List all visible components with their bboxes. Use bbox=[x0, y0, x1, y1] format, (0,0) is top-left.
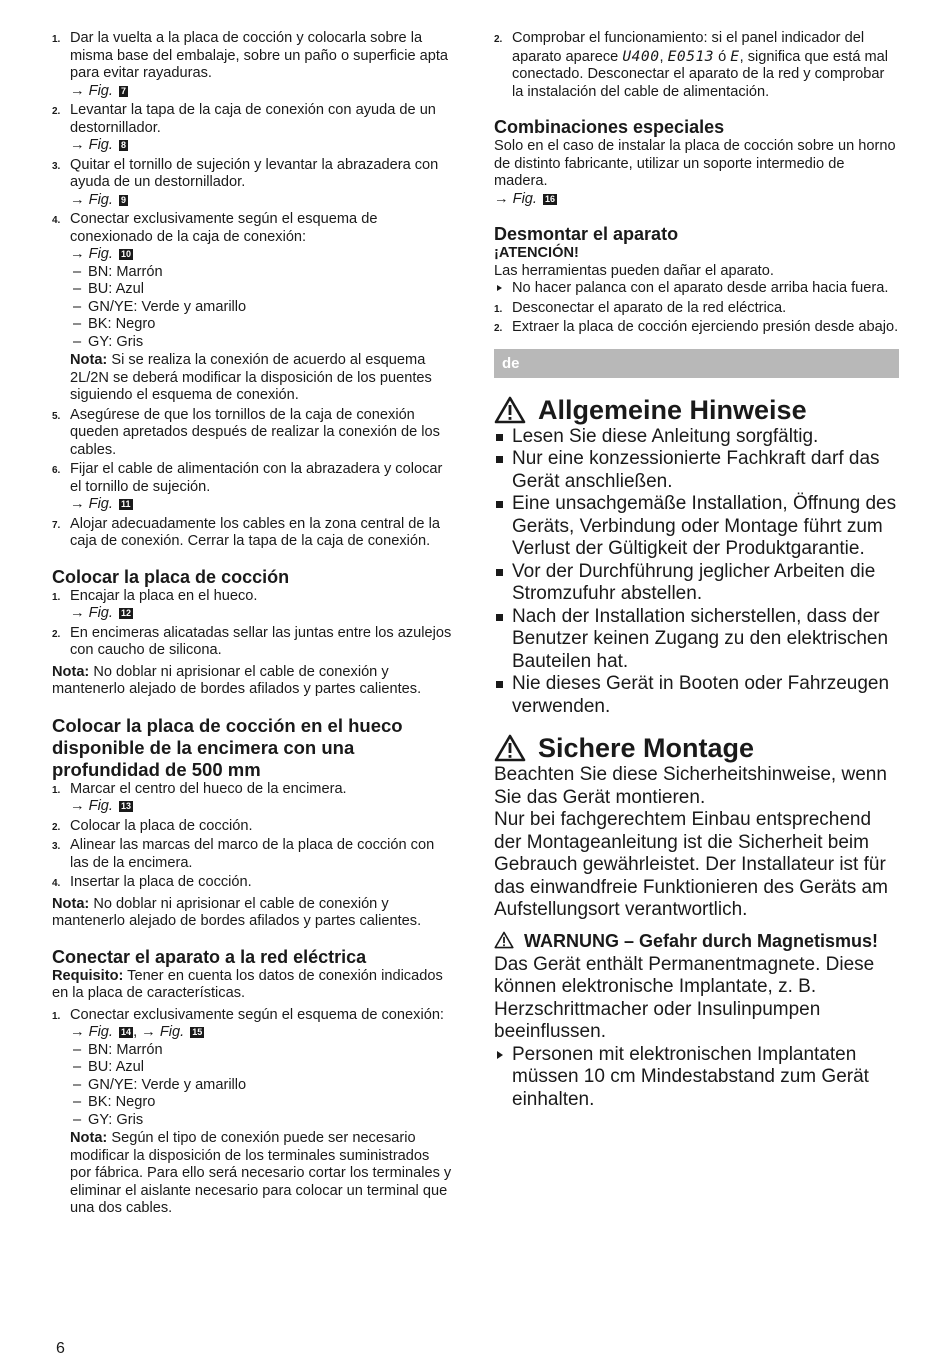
figure-reference bbox=[70, 798, 133, 816]
color-code-item bbox=[70, 1059, 454, 1077]
instruction-text: No hacer palanca con el aparato desde arriba hacia fuera. bbox=[512, 280, 889, 296]
figure-space bbox=[113, 246, 117, 262]
numbered-step bbox=[52, 30, 454, 100]
bullet-item bbox=[494, 561, 899, 606]
note-label: Nota: bbox=[52, 895, 90, 912]
figure-space bbox=[537, 191, 541, 207]
figure-reference bbox=[141, 1024, 204, 1042]
dash-marker: – bbox=[73, 333, 82, 350]
step-number: 1. bbox=[52, 784, 61, 796]
instruction-text: Personen mit elektronischen Implantaten müssen 10 cm Mindestabstand zum Gerät einhalten. bbox=[512, 1043, 869, 1110]
figure-line bbox=[70, 496, 454, 514]
step-number: 4. bbox=[52, 215, 61, 226]
color-code-item bbox=[70, 1094, 454, 1112]
numbered-step bbox=[52, 781, 454, 816]
figure-number: 16 bbox=[545, 193, 556, 204]
color-code-item bbox=[70, 264, 454, 282]
figure-prefix: → Fig. bbox=[70, 191, 113, 208]
figure-line bbox=[70, 605, 454, 623]
language-bar: de bbox=[494, 349, 899, 378]
numbered-step bbox=[52, 461, 454, 514]
instruction-item bbox=[494, 280, 899, 298]
numbered-step bbox=[52, 818, 454, 836]
step-text: Extraer la placa de cocción ejerciendo presión desde abajo. bbox=[512, 319, 899, 335]
color-code-text: GY: Gris bbox=[88, 333, 144, 350]
square-bullet-icon bbox=[496, 614, 503, 621]
note-cable-2 bbox=[52, 896, 454, 931]
figure-line bbox=[70, 798, 454, 816]
note-text: Según el tipo de conexión puede ser necesario modificar la disposición de los terminales suministrados por fábrica. Para ello será necesario cortar los terminales y eliminar el aislante necesario para colocar un terminal que una dos cables. bbox=[70, 1130, 452, 1216]
figure-space bbox=[113, 798, 117, 814]
color-code-list bbox=[52, 264, 454, 352]
square-bullet-icon bbox=[496, 434, 503, 441]
numbered-step bbox=[52, 102, 454, 155]
numbered-step bbox=[52, 157, 454, 210]
step-text: En encimeras alicatadas sellar las juntas entre los azulejos con caucho de silicona. bbox=[70, 624, 452, 658]
step-text: Asegúrese de que los tornillos de la caja de conexión queden apretados después de realizar la conexión de los cables. bbox=[70, 406, 440, 458]
numbered-step bbox=[494, 319, 899, 337]
right-column bbox=[494, 0, 899, 1111]
color-code-list bbox=[52, 1042, 454, 1130]
figure-prefix: → Fig. bbox=[70, 1024, 113, 1040]
figure-prefix: → Fig. bbox=[70, 246, 113, 262]
figure-number: 9 bbox=[121, 194, 127, 205]
figure-space bbox=[113, 192, 117, 208]
requirement bbox=[52, 968, 454, 1003]
sichere-body bbox=[494, 764, 899, 922]
figure-prefix: → Fig. bbox=[141, 1024, 185, 1040]
warning-triangle-icon bbox=[494, 734, 526, 762]
dash-marker: – bbox=[73, 1041, 82, 1058]
color-code-item bbox=[70, 1112, 454, 1130]
right-small-block bbox=[494, 30, 899, 337]
section-heading-desmontar: Desmontar el aparato bbox=[494, 224, 679, 244]
figure-reference bbox=[70, 1024, 133, 1042]
dash-marker: – bbox=[73, 263, 82, 280]
step-number: 3. bbox=[52, 841, 61, 852]
step-text: Insertar la placa de cocción. bbox=[70, 874, 252, 890]
figure-number: 12 bbox=[121, 608, 132, 618]
paragraph: Beachten Sie diese Sicherheitshinweise, wenn Sie das Gerät montieren. bbox=[494, 764, 887, 808]
step-number: 1. bbox=[494, 303, 503, 315]
figure-number: 10 bbox=[121, 249, 132, 259]
display-code-e0513: E0513 bbox=[667, 47, 715, 65]
color-code-text: GN/YE: Verde y amarillo bbox=[88, 298, 247, 315]
warning-title bbox=[494, 930, 899, 954]
numbered-step bbox=[52, 625, 454, 660]
color-code-item bbox=[70, 281, 454, 299]
step-text: Fijar el cable de alimentación con la abrazadera y colocar el tornillo de sujeción. bbox=[70, 461, 443, 495]
code-separator: ó bbox=[714, 48, 731, 65]
step-text: Dar la vuelta a la placa de cocción y colocarla sobre la misma base del embalaje, sobre un paño o superficie apta para evitar rayaduras. bbox=[70, 30, 449, 81]
figure-line bbox=[494, 191, 899, 209]
note-label: Requisito: bbox=[52, 967, 124, 984]
step-text: Levantar la tapa de la caja de conexión con ayuda de un destornillador. bbox=[70, 102, 436, 136]
figure-prefix: → Fig. bbox=[70, 496, 113, 512]
page-number: 6 bbox=[56, 1340, 65, 1357]
note-text: No doblar ni aprisionar el cable de conexión y mantenerlo alejado de bordes afilados y partes calientes. bbox=[52, 895, 422, 929]
numbered-step bbox=[494, 300, 899, 318]
triangle-bullet-icon bbox=[497, 285, 502, 291]
combinaciones-text: Solo en el caso de instalar la placa de cocción sobre un horno de distinto fabricante, utilizar un soporte intermedio de madera. bbox=[494, 138, 896, 189]
dash-marker: – bbox=[73, 298, 82, 315]
warning-triangle-icon bbox=[494, 931, 514, 949]
figure-number: 14 bbox=[121, 1027, 132, 1037]
bullet-text: Eine unsachgemäße Installation, Öffnung des Geräts, Verbindung oder Montage führt zum Verlust der Gültigkeit der Produktgarantie. bbox=[512, 493, 897, 559]
step-number: 1. bbox=[52, 1010, 61, 1022]
figure-reference bbox=[70, 192, 128, 210]
figure-space bbox=[113, 83, 117, 99]
figure-number: 13 bbox=[121, 801, 132, 811]
figure-line bbox=[70, 1024, 454, 1042]
color-code-item bbox=[70, 1042, 454, 1060]
bullet-item bbox=[494, 493, 899, 561]
bullet-text: Nie dieses Gerät in Booten oder Fahrzeugen verwenden. bbox=[512, 673, 890, 717]
display-code-e: E bbox=[730, 47, 740, 65]
dash-marker: – bbox=[73, 281, 82, 297]
step-number: 2. bbox=[52, 628, 61, 640]
section-heading-allgemeine bbox=[494, 394, 899, 426]
figure-space bbox=[113, 1024, 117, 1040]
bullet-item bbox=[494, 606, 899, 674]
color-code-item bbox=[70, 299, 454, 317]
note-label: Nota: bbox=[52, 663, 90, 680]
step-text: Desconectar el aparato de la red eléctrica. bbox=[512, 299, 787, 316]
step-text: Quitar el tornillo de sujeción y levantar la abrazadera con ayuda de un destornillador. bbox=[70, 156, 439, 190]
figure-number: 15 bbox=[192, 1027, 203, 1037]
dash-marker: – bbox=[73, 1076, 82, 1093]
step-text: Alinear las marcas del marco de la placa de cocción con las de la encimera. bbox=[70, 837, 435, 871]
warning-triangle-icon bbox=[494, 396, 526, 424]
bullet-item bbox=[494, 673, 899, 718]
numbered-step bbox=[52, 874, 454, 892]
note-text: No doblar ni aprisionar el cable de conexión y mantenerlo alejado de bordes afilados y partes calientes. bbox=[52, 663, 422, 697]
warning-text: Das Gerät enthält Permanentmagnete. Diese können elektronische Implantate, z. B. Herzschrittmacher oder Insulinpumpen beeinflussen. bbox=[494, 953, 875, 1042]
color-code-text: GY: Gris bbox=[88, 1111, 144, 1128]
triangle-bullet-icon bbox=[497, 1051, 503, 1059]
note-cable bbox=[52, 664, 454, 699]
step-text: Alojar adecuadamente los cables en la zona central de la caja de conexión. Cerrar la tapa de la caja de conexión. bbox=[70, 515, 440, 549]
paragraph: Nur bei fachgerechtem Einbau entsprechend der Montageanleitung ist die Sicherheit beim Gebrauch gewährleistet. Der Installateur ist für das einwandfreie Funktionieren des Geräts am Aufstellungsort verantwortlich. bbox=[494, 809, 888, 920]
color-code-text: BN: Marrón bbox=[88, 1041, 163, 1058]
step-number: 1. bbox=[52, 34, 61, 45]
note-text: Tener en cuenta los datos de conexión indicados en la placa de características. bbox=[52, 967, 443, 1001]
square-bullet-icon bbox=[496, 501, 503, 508]
attention-text: Las herramientas pueden dañar el aparato. bbox=[494, 262, 774, 279]
section-heading-red: Conectar el aparato a la red eléctrica bbox=[52, 946, 367, 967]
warning-icon bbox=[494, 734, 526, 762]
step-text-a: Comprobar el funcionamiento: si el panel indicador del aparato aparece bbox=[512, 30, 865, 65]
attention-label: ¡ATENCIÓN! bbox=[494, 245, 579, 261]
step-number: 2. bbox=[494, 323, 503, 334]
step-number: 6. bbox=[52, 465, 61, 476]
figure-number: 7 bbox=[121, 85, 127, 96]
color-code-text: BK: Negro bbox=[88, 1094, 156, 1110]
color-code-text: BK: Negro bbox=[88, 316, 156, 332]
figure-prefix: → Fig. bbox=[70, 82, 113, 99]
figure-reference bbox=[70, 83, 128, 101]
section-heading-hueco: Colocar la placa de cocción en el hueco disponible de la encimera con una profundidad de 500 mm bbox=[52, 714, 403, 780]
note-bridge bbox=[52, 352, 454, 405]
step-number: 4. bbox=[52, 878, 61, 889]
step-text: Conectar exclusivamente según el esquema de conexionado de la caja de conexión: bbox=[70, 211, 378, 245]
figure-reference bbox=[70, 496, 133, 514]
section-heading-colocar: Colocar la placa de cocción bbox=[52, 566, 290, 587]
step-number: 3. bbox=[52, 160, 61, 172]
step-text: Encajar la placa en el hueco. bbox=[70, 587, 258, 604]
warning-icon bbox=[494, 396, 526, 424]
color-code-text: GN/YE: Verde y amarillo bbox=[88, 1076, 247, 1093]
step-number: 1. bbox=[52, 591, 61, 603]
figure-prefix: → Fig. bbox=[494, 190, 537, 207]
color-code-item bbox=[70, 334, 454, 352]
color-code-item bbox=[70, 316, 454, 334]
bullet-list bbox=[494, 426, 899, 719]
step-number: 2. bbox=[52, 821, 61, 833]
bullet-text: Nach der Installation sicherstellen, dass der Benutzer keinen Zugang zu den elektrischen Bauteilen hat. bbox=[512, 605, 889, 672]
step-number: 5. bbox=[52, 410, 61, 422]
instruction-item bbox=[494, 1044, 899, 1112]
dash-marker: – bbox=[73, 1094, 82, 1110]
figure-reference bbox=[70, 605, 133, 623]
warning-small-icon bbox=[494, 931, 514, 954]
step-text: Marcar el centro del hueco de la encimera. bbox=[70, 780, 347, 797]
figure-line bbox=[70, 137, 454, 155]
figure-space bbox=[113, 137, 117, 153]
heading-text: Allgemeine Hinweise bbox=[538, 394, 807, 425]
section-heading-sichere bbox=[494, 732, 899, 764]
warning-title-text: WARNUNG – Gefahr durch Magnetismus! bbox=[524, 930, 879, 951]
figure-reference bbox=[494, 191, 557, 209]
figure-space bbox=[113, 496, 117, 512]
figure-reference bbox=[70, 246, 133, 264]
display-code-u400: U400 bbox=[622, 47, 660, 65]
square-bullet-icon bbox=[496, 456, 503, 463]
numbered-step bbox=[52, 588, 454, 623]
step-text: Colocar la placa de cocción. bbox=[70, 817, 253, 834]
figure-reference bbox=[70, 137, 128, 155]
bullet-item bbox=[494, 448, 899, 493]
color-code-text: BU: Azul bbox=[88, 1059, 144, 1075]
dash-marker: – bbox=[73, 1059, 82, 1075]
numbered-step bbox=[52, 407, 454, 460]
numbered-step bbox=[52, 211, 454, 264]
color-code-text: BN: Marrón bbox=[88, 263, 163, 280]
warning-body bbox=[494, 954, 899, 1112]
dash-marker: – bbox=[73, 316, 82, 332]
code-separator: , bbox=[659, 48, 668, 65]
left-column bbox=[52, 0, 454, 1218]
section-heading-combinaciones: Combinaciones especiales bbox=[494, 117, 725, 137]
color-code-text: BU: Azul bbox=[88, 281, 144, 297]
figure-space bbox=[113, 605, 117, 621]
heading-text: Sichere Montage bbox=[538, 733, 755, 763]
step-text-b: , significa que está mal conectado. Desconectar el aparato de la red y comprobar la instalación del cable de alimentación. bbox=[512, 48, 889, 100]
note-label: Nota: bbox=[70, 1130, 108, 1146]
bullet-text: Vor der Durchführung jeglicher Arbeiten die Stromzufuhr abstellen. bbox=[512, 560, 876, 604]
figure-number: 11 bbox=[121, 499, 131, 509]
figure-prefix: → Fig. bbox=[70, 605, 113, 621]
figure-line bbox=[70, 246, 454, 264]
step-text bbox=[512, 30, 899, 101]
figure-number: 8 bbox=[121, 140, 127, 150]
figure-prefix: → Fig. bbox=[70, 798, 113, 814]
dash-marker: – bbox=[73, 1111, 82, 1128]
bullet-text: Nur eine konzessionierte Fachkraft darf das Gerät anschließen. bbox=[512, 448, 880, 492]
numbered-step bbox=[52, 1007, 454, 1042]
figure-line bbox=[70, 83, 454, 101]
figure-prefix: → Fig. bbox=[70, 137, 113, 153]
bullet-item bbox=[494, 426, 899, 449]
step-number: 7. bbox=[52, 519, 61, 531]
note-terminals bbox=[52, 1130, 454, 1218]
numbered-step bbox=[52, 516, 454, 551]
square-bullet-icon bbox=[496, 681, 503, 688]
bullet-text: Lesen Sie diese Anleitung sorgfältig. bbox=[512, 425, 819, 447]
note-text: Si se realiza la conexión de acuerdo al esquema 2L/2N se deberá modificar la disposición de los puentes siguiendo el esquema de conexión. bbox=[70, 352, 432, 403]
step-number: 2. bbox=[52, 106, 61, 117]
square-bullet-icon bbox=[496, 569, 503, 576]
note-label: Nota: bbox=[70, 352, 108, 368]
figure-space bbox=[184, 1024, 188, 1040]
step-number: 2. bbox=[494, 34, 503, 45]
figure-line bbox=[70, 192, 454, 210]
step-text: Conectar exclusivamente según el esquema de conexión: bbox=[70, 1006, 444, 1023]
figure-separator: , bbox=[133, 1024, 142, 1040]
color-code-item bbox=[70, 1077, 454, 1095]
numbered-step bbox=[52, 837, 454, 872]
numbered-step bbox=[494, 30, 899, 101]
